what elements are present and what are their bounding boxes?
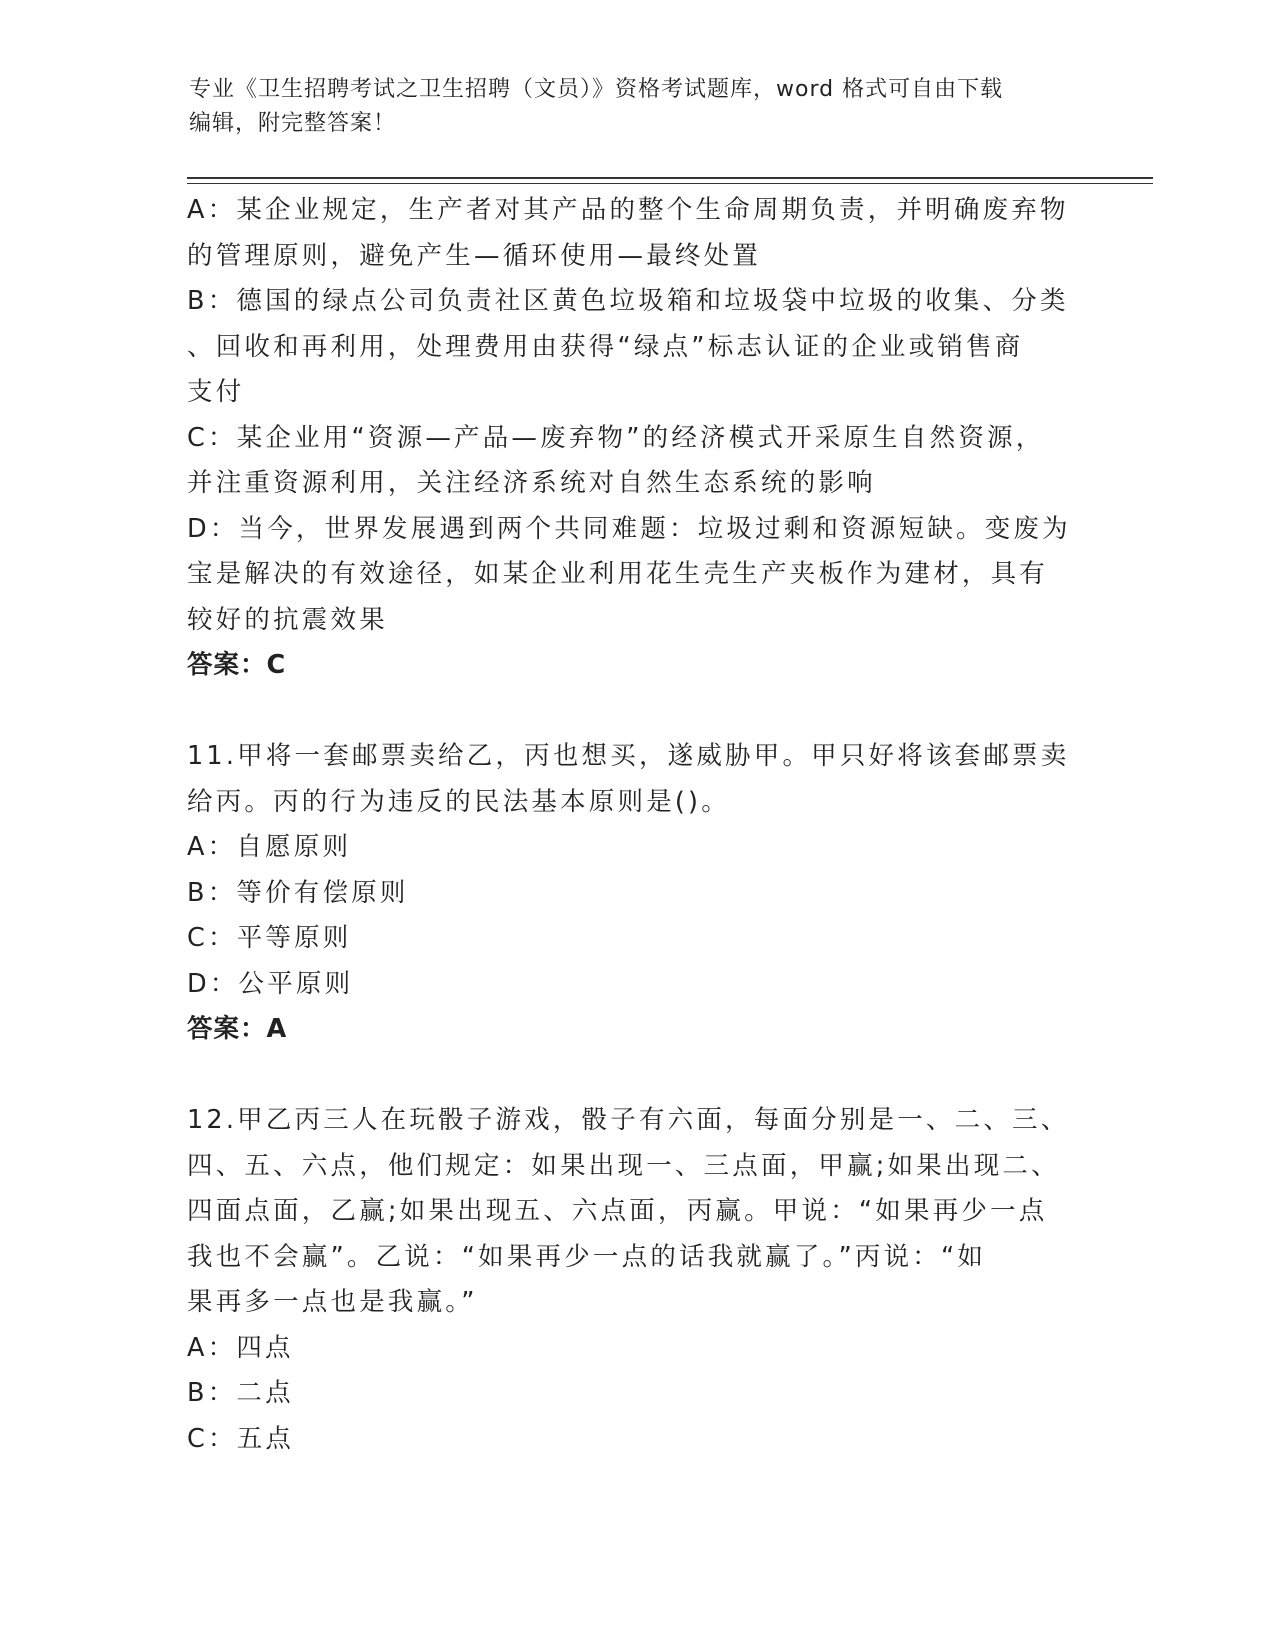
header-divider-thin: [187, 183, 1153, 184]
option-b-line-2: 、回收和再利用，处理费用由获得“绿点”标志认证的企业或销售商: [187, 331, 1024, 362]
answer-label: 答案：C: [187, 650, 287, 680]
answer-label: 答案：A: [187, 1014, 288, 1044]
option-b: B：等价有偿原则: [187, 877, 409, 908]
option-d-line-2: 宝是解决的有效途径，如某企业利用花生壳生产夹板作为建材，具有: [187, 559, 1049, 589]
option-a-line-1: A：某企业规定，生产者对其产品的整个生命周期负责，并明确废弃物: [187, 195, 1069, 225]
question-10-options: [187, 188, 1087, 689]
option-a: A：自愿原则: [187, 832, 352, 862]
option-c: C：五点: [187, 1423, 295, 1454]
option-c-line-2: 并注重资源利用，关注经济系统对自然生态系统的影响: [187, 468, 876, 498]
question-stem-line-4: 我也不会赢”。乙说：“如果再少一点的话我就赢了。”丙说：“如: [187, 1241, 987, 1272]
question-stem-line-5: 果再多一点也是我赢。”: [187, 1287, 478, 1317]
spacer: [187, 689, 1087, 735]
question-stem-line-1: 11.甲将一套邮票卖给乙，丙也想买，遂威胁甲。甲只好将该套邮票卖: [187, 741, 1070, 771]
spacer: [187, 1053, 1087, 1099]
option-c-line-1: C：某企业用“资源—产品—废弃物”的经济模式开采原生自然资源，: [187, 422, 1045, 453]
document-header: [189, 73, 1089, 141]
option-c: C：平等原则: [187, 923, 352, 953]
question-stem-line-2: 四、五、六点，他们规定：如果出现一、三点面，甲赢;如果出现二、: [187, 1150, 1060, 1181]
question-stem-line-3: 四面点面，乙赢;如果出现五、六点面，丙赢。甲说：“如果再少一点: [187, 1196, 1048, 1226]
header-divider-thick: [187, 177, 1153, 179]
option-d-line-3: 较好的抗震效果: [187, 604, 388, 635]
option-d: D：公平原则: [187, 968, 354, 999]
header-line-1: 专业《卫生招聘考试之卫生招聘（文员）》资格考试题库，word 格式可自由下载: [189, 77, 1004, 102]
option-a-line-2: 的管理原则，避免产生—循环使用—最终处置: [187, 240, 762, 271]
option-a: A：四点: [187, 1332, 294, 1363]
question-stem-line-2: 给丙。丙的行为违反的民法基本原则是()。: [187, 786, 730, 817]
option-d-line-1: D：当今，世界发展遇到两个共同难题：垃圾过剩和资源短缺。变废为: [187, 513, 1071, 544]
question-11: [187, 734, 1087, 1053]
option-b-line-1: B：德国的绿点公司负责社区黄色垃圾箱和垃圾袋中垃圾的收集、分类: [187, 286, 1069, 316]
question-stem-line-1: 12.甲乙丙三人在玩骰子游戏，骰子有六面，每面分别是一、二、三、: [187, 1105, 1070, 1135]
header-line-2: 编辑，附完整答案！: [189, 111, 397, 136]
document-body: [187, 188, 1087, 1462]
option-b: B：二点: [187, 1378, 294, 1408]
question-12: [187, 1098, 1087, 1462]
option-b-line-3: 支付: [187, 377, 245, 407]
